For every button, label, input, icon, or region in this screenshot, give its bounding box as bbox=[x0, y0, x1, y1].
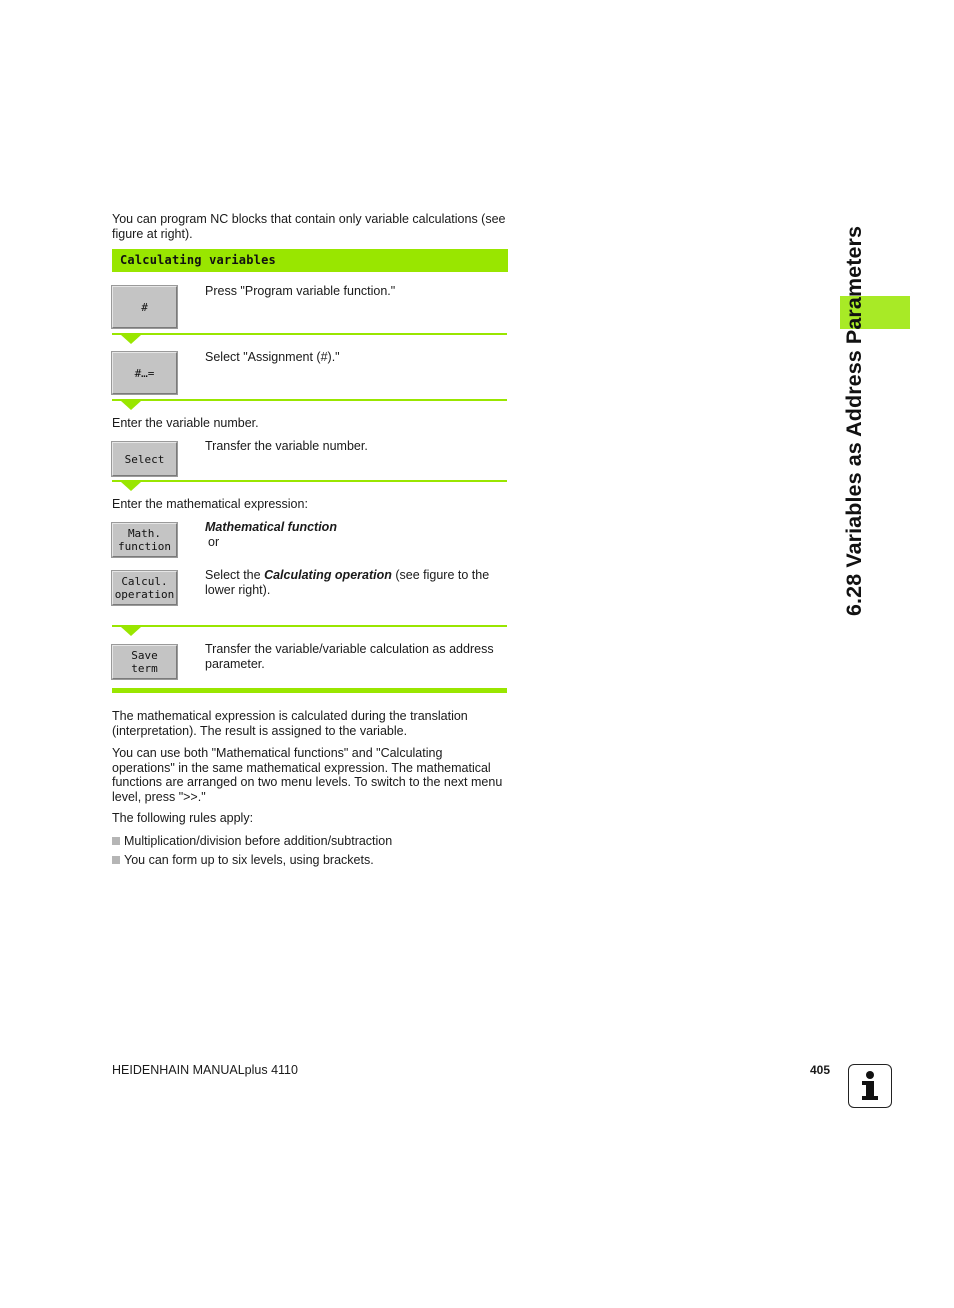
section-end-rule bbox=[112, 688, 507, 693]
step-4-or: or bbox=[208, 534, 220, 549]
softkey-label-line2: term bbox=[131, 662, 158, 675]
softkey-label-line2: function bbox=[118, 540, 171, 553]
down-arrow-icon bbox=[121, 335, 141, 344]
softkey-math-function[interactable] bbox=[112, 523, 177, 557]
softkey-variable-function[interactable] bbox=[112, 286, 177, 328]
softkey-calculating-operation[interactable] bbox=[112, 571, 177, 605]
softkey-select[interactable] bbox=[112, 442, 177, 476]
down-arrow-icon bbox=[121, 627, 141, 636]
list-item bbox=[112, 853, 374, 868]
step-5-prefix: Select the bbox=[205, 568, 265, 582]
paragraph-translation: The mathematical expression is calculated during the translation (interpretation). The result is assigned to the variable. bbox=[112, 709, 468, 738]
softkey-label-line1: Save bbox=[131, 649, 158, 662]
down-arrow-icon bbox=[121, 401, 141, 410]
step-2-text: Select "Assignment (#)." bbox=[205, 350, 340, 364]
softkey-label: Select bbox=[124, 452, 165, 466]
softkey-save-term[interactable] bbox=[112, 645, 177, 679]
list-item-text: You can form up to six levels, using brackets. bbox=[124, 853, 374, 867]
bullet-square-icon bbox=[112, 856, 120, 864]
chapter-side-title: 6.28 Variables as Address Parameters bbox=[842, 225, 866, 616]
step-divider bbox=[112, 480, 507, 482]
softkey-label: # bbox=[141, 300, 148, 314]
step-5-emphasis: Calculating operation bbox=[264, 568, 392, 582]
step-4-emphasis: Mathematical function bbox=[205, 520, 337, 534]
paragraph-functions: You can use both "Mathematical functions" and "Calculating operations" in the same mathematical expression. The mathematical functions are arranged on two menu levels. To switch to the next menu level, press ">>." bbox=[112, 746, 503, 804]
step-1-text: Press "Program variable function." bbox=[205, 284, 396, 298]
paragraph-rules: The following rules apply: bbox=[112, 811, 254, 825]
page-number: 405 bbox=[809, 1063, 830, 1077]
down-arrow-icon bbox=[121, 482, 141, 491]
softkey-assignment[interactable] bbox=[112, 352, 177, 394]
softkey-label: #…= bbox=[134, 366, 155, 380]
step-divider bbox=[112, 399, 507, 401]
step-4-text bbox=[205, 520, 505, 549]
enter-variable-text: Enter the variable number. bbox=[112, 416, 259, 430]
softkey-label-line1: Calcul. bbox=[121, 575, 168, 588]
intro-text: You can program NC blocks that contain only variable calculations (see figure at right). bbox=[112, 212, 506, 241]
section-header-label: Calculating variables bbox=[120, 253, 276, 267]
footer-text: HEIDENHAIN MANUALplus 4110 bbox=[112, 1063, 298, 1077]
step-divider bbox=[112, 625, 507, 627]
step-3-text: Transfer the variable number. bbox=[205, 439, 368, 453]
bullet-square-icon bbox=[112, 837, 120, 845]
step-6-text: Transfer the variable/variable calculation as address parameter. bbox=[205, 642, 494, 671]
step-5-rest: (see figure to the lower right). bbox=[205, 568, 490, 597]
list-item-text: Multiplication/division before addition/subtraction bbox=[124, 834, 393, 848]
softkey-label-line1: Math. bbox=[127, 527, 162, 540]
softkey-label-line2: operation bbox=[114, 588, 175, 601]
list-item bbox=[112, 834, 392, 849]
enter-expression-text: Enter the mathematical expression: bbox=[112, 497, 308, 511]
step-5-text bbox=[205, 568, 505, 597]
step-divider bbox=[112, 333, 507, 335]
section-header bbox=[112, 249, 508, 272]
info-icon bbox=[848, 1064, 892, 1108]
